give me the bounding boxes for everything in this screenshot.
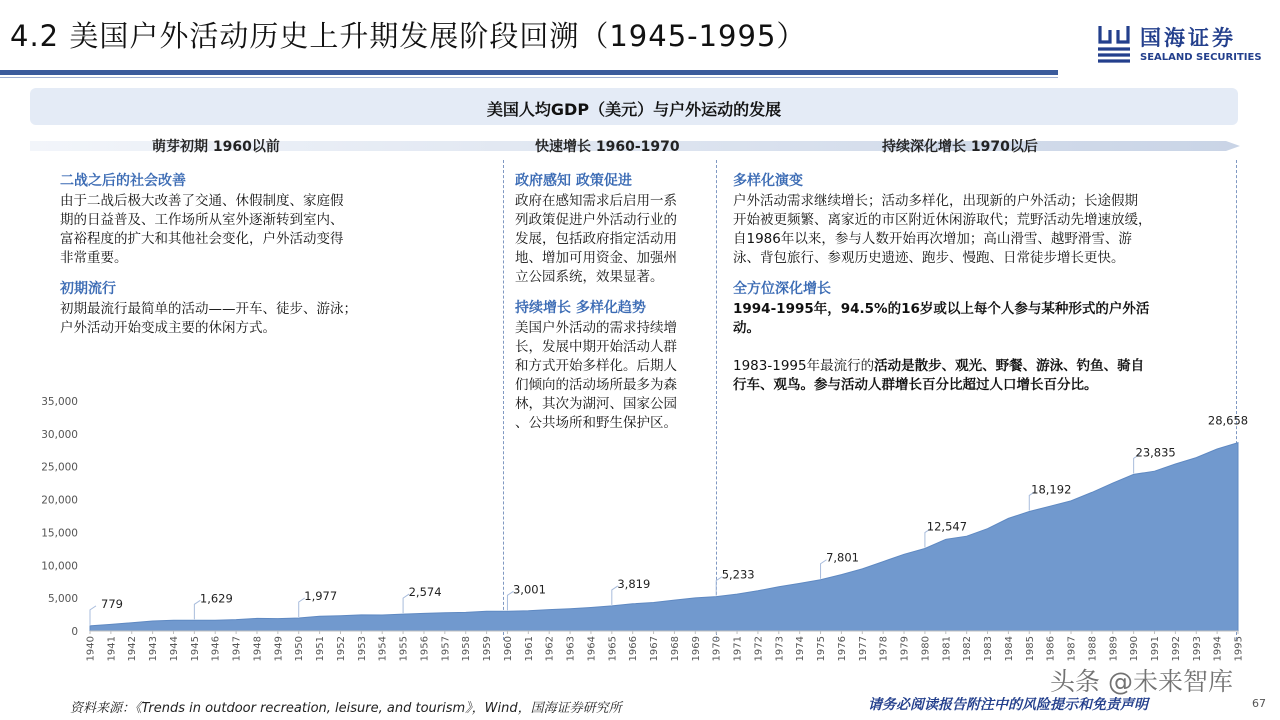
phase-label-deep: 持续深化增长 1970以后 xyxy=(882,139,1038,155)
x-tick-label: 1945 xyxy=(189,636,201,662)
x-tick-label: 1976 xyxy=(836,636,848,662)
x-tick-label: 1954 xyxy=(377,636,389,662)
body-line: 开始被更频繁、离家近的市区附近休闲游取代；荒野活动先增速放缓， xyxy=(733,212,1152,228)
x-tick-label: 1964 xyxy=(586,636,598,662)
page-title: 4.2 美国户外活动历史上升期发展阶段回溯（1945-1995） xyxy=(10,19,807,53)
body-line: 由于二战后极大改善了交通、休假制度、家庭假 xyxy=(60,193,344,209)
gdp-area-chart xyxy=(0,380,1280,685)
data-label: 2,574 xyxy=(408,585,442,600)
x-tick-label: 1941 xyxy=(106,636,118,662)
x-tick-label: 1961 xyxy=(523,636,535,662)
body-line: 、公共场所和野生保护区。 xyxy=(515,415,677,431)
data-label: 1,977 xyxy=(304,589,338,604)
body-line: 们倾向的活动场所最多为森 xyxy=(515,377,677,393)
phase-label-fast: 快速增长 1960-1970 xyxy=(535,139,680,155)
logo-name-cn: 国海证券 xyxy=(1140,26,1236,50)
body-line: 长，发展中期开始活动人群 xyxy=(515,339,677,355)
x-tick-label: 1972 xyxy=(753,636,765,662)
body-line: 初期最流行最简单的活动——开车、徒步、游泳； xyxy=(60,301,357,317)
x-tick-label: 1948 xyxy=(252,636,264,662)
x-tick-label: 1967 xyxy=(649,636,661,662)
x-tick-label: 1968 xyxy=(669,636,681,662)
body-line: 列政策促进户外活动行业的 xyxy=(515,212,677,228)
x-tick-label: 1958 xyxy=(461,636,473,662)
data-label: 12,547 xyxy=(926,519,968,534)
bold-line: 1994-1995年，94.5%的16岁或以上每个人参与某种形式的户外活 xyxy=(733,301,1150,317)
x-tick-label: 1957 xyxy=(440,636,452,662)
body-line: 林，其次为湖河、国家公园 xyxy=(515,396,677,412)
x-tick-label: 1975 xyxy=(816,636,828,662)
x-tick-label: 1984 xyxy=(1003,636,1015,662)
body-line: 富裕程度的扩大和其他社会变化，户外活动变得 xyxy=(60,231,344,247)
x-tick-label: 1971 xyxy=(732,636,744,662)
x-tick-label: 1960 xyxy=(502,636,514,662)
x-tick-label: 1993 xyxy=(1191,636,1203,662)
x-tick-label: 1992 xyxy=(1170,636,1182,662)
body-line: 自1986年以来，参与人数开始再次增加；高山滑雪、越野滑雪、游 xyxy=(733,231,1132,247)
y-tick-label: 0 xyxy=(71,626,78,638)
x-tick-label: 1959 xyxy=(482,636,494,662)
x-tick-label: 1974 xyxy=(795,636,807,662)
x-tick-label: 1986 xyxy=(1045,636,1057,662)
x-tick-label: 1987 xyxy=(1066,636,1078,662)
x-tick-label: 1995 xyxy=(1233,636,1245,662)
data-label: 1,629 xyxy=(199,591,233,606)
heading-diversified-evolution: 多样化演变 xyxy=(733,173,803,189)
watermark: 头条 @未来智库 xyxy=(1050,667,1233,696)
x-tick-label: 1977 xyxy=(857,636,869,662)
heading-policy: 政府感知 政策促进 xyxy=(515,173,632,189)
x-tick-label: 1970 xyxy=(711,636,723,662)
x-tick-label: 1991 xyxy=(1150,636,1162,662)
data-label: 28,658 xyxy=(1207,413,1249,428)
company-logo xyxy=(1094,22,1269,67)
y-tick-label: 20,000 xyxy=(41,494,78,507)
data-label: 3,819 xyxy=(617,576,651,591)
chart-subtitle: 美国人均GDP（美元）与户外运动的发展 xyxy=(486,100,782,119)
y-tick-label: 10,000 xyxy=(41,560,78,573)
x-tick-label: 1962 xyxy=(544,636,556,662)
body-line: 地、增加可用资金、加强州 xyxy=(515,250,677,266)
data-label: 18,192 xyxy=(1031,482,1072,497)
bold-segment: 活动是散步、观光、野餐、游泳、钓鱼、骑自 xyxy=(874,358,1145,374)
x-tick-label: 1994 xyxy=(1212,636,1224,662)
footer-disclaimer: 请务必阅读报告附注中的风险提示和免责声明 xyxy=(868,697,1148,713)
sealand-logo-icon xyxy=(1094,22,1134,66)
x-tick-label: 1982 xyxy=(962,636,974,662)
body-line: 政府在感知需求后启用一系 xyxy=(515,193,677,209)
body-line: 户外活动需求继续增长；活动多样化，出现新的户外活动；长途假期 xyxy=(733,193,1138,209)
x-tick-label: 1943 xyxy=(148,636,160,662)
gdp-area-series xyxy=(90,443,1238,631)
data-label: 23,835 xyxy=(1135,445,1176,460)
x-tick-label: 1980 xyxy=(920,636,932,662)
y-tick-label: 25,000 xyxy=(41,461,78,474)
mixed-line xyxy=(733,357,1233,376)
x-tick-label: 1966 xyxy=(628,636,640,662)
chart-subtitle-bar xyxy=(30,88,1238,125)
y-tick-label: 35,000 xyxy=(41,396,78,408)
x-tick-label: 1983 xyxy=(983,636,995,662)
x-tick-label: 1978 xyxy=(878,636,890,662)
x-tick-label: 1940 xyxy=(85,636,97,662)
data-label-leader xyxy=(90,606,96,625)
x-tick-label: 1989 xyxy=(1108,636,1120,662)
x-tick-label: 1942 xyxy=(127,636,139,662)
title-underline xyxy=(0,70,1058,75)
body-line: 期的日益普及、工作场所从室外逐渐转到室内、 xyxy=(60,212,344,228)
text-block-deep xyxy=(733,172,1233,395)
body-line: 立公园系统，效果显著。 xyxy=(515,269,664,285)
x-tick-label: 1953 xyxy=(356,636,368,662)
x-tick-label: 1988 xyxy=(1087,636,1099,662)
heading-postwar: 二战之后的社会改善 xyxy=(60,173,186,189)
x-tick-label: 1985 xyxy=(1024,636,1036,662)
x-tick-label: 1969 xyxy=(690,636,702,662)
title-underline-thin xyxy=(0,77,1058,78)
x-tick-label: 1973 xyxy=(774,636,786,662)
x-tick-label: 1963 xyxy=(565,636,577,662)
x-tick-label: 1950 xyxy=(294,636,306,662)
text-block-early xyxy=(60,172,500,338)
x-tick-label: 1965 xyxy=(607,636,619,662)
x-tick-label: 1947 xyxy=(231,636,243,662)
phase-label-early: 萌芽初期 1960以前 xyxy=(152,139,280,155)
x-tick-label: 1944 xyxy=(168,636,180,662)
x-tick-label: 1955 xyxy=(398,636,410,662)
y-tick-label: 15,000 xyxy=(41,527,78,540)
footer-source: 资料来源：《Trends in outdoor recreation, leisure, and tourism》，Wind，国海证券研究所 xyxy=(70,701,622,716)
x-tick-label: 1951 xyxy=(315,636,327,662)
x-tick-label: 1946 xyxy=(210,636,222,662)
heading-diversify: 持续增长 多样化趋势 xyxy=(515,300,646,316)
body-line: 发展，包括政府指定活动用 xyxy=(515,231,677,247)
x-tick-label: 1981 xyxy=(941,636,953,662)
x-tick-label: 1952 xyxy=(335,636,347,662)
data-label: 3,001 xyxy=(512,582,546,597)
body-line: 泳、背包旅行、参观历史遗迹、跑步、慢跑、日常徒步增长更快。 xyxy=(733,250,1125,266)
x-tick-label: 1990 xyxy=(1129,636,1141,662)
x-tick-label: 1949 xyxy=(273,636,285,662)
y-tick-label: 5,000 xyxy=(47,593,78,606)
data-label: 7,801 xyxy=(826,550,860,565)
page-number: 67 xyxy=(1252,697,1266,710)
heading-early-popular: 初期流行 xyxy=(60,281,116,297)
y-tick-label: 30,000 xyxy=(41,428,78,441)
logo-name-en: SEALAND SECURITIES xyxy=(1140,52,1262,63)
data-label: 779 xyxy=(101,596,123,611)
x-tick-label: 1956 xyxy=(419,636,431,662)
bold-line: 动。 xyxy=(733,320,760,336)
body-line: 和方式开始多样化。后期人 xyxy=(515,358,677,374)
body-line: 美国户外活动的需求持续增 xyxy=(515,320,677,336)
data-label: 5,233 xyxy=(721,567,755,582)
body-line: 非常重要。 xyxy=(60,250,128,266)
x-tick-label: 1979 xyxy=(899,636,911,662)
bold-line: 行车、观鸟。参与活动人群增长百分比超过人口增长百分比。 xyxy=(733,377,1098,393)
plain-segment: 1983-1995年最流行的 xyxy=(733,358,875,374)
heading-comprehensive-growth: 全方位深化增长 xyxy=(733,281,831,297)
body-line: 户外活动开始变成主要的休闲方式。 xyxy=(60,320,276,336)
